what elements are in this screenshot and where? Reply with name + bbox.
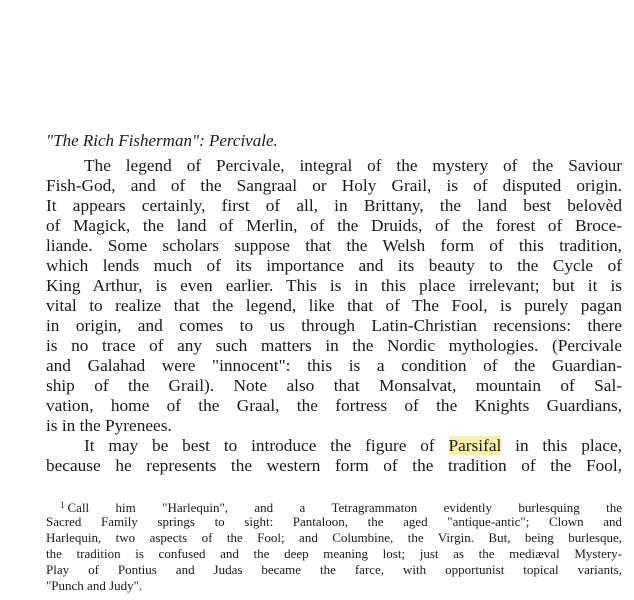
section-heading: "The Rich Fisherman": Percivale. (46, 131, 278, 150)
paragraph-line: which lends much of its importance and its beauty to the Cycle of (46, 256, 622, 275)
paragraph-line: The legend of Percivale, integral of the mystery of the Saviour (84, 156, 622, 175)
footnote-text: Call him "Harlequin", and a Tetragrammaton evidently burlesquing the (67, 500, 622, 515)
paragraph-line: vital to realize that the legend, like that of The Fool, is purely pagan (46, 296, 622, 315)
text-span: It may be best to introduce the figure of (84, 436, 449, 455)
footnote-marker: 1 (60, 500, 65, 510)
highlighted-word[interactable]: Parsifal (448, 436, 502, 455)
footnote-line: Sacred Family springs to sight: Pantaloon, the aged "antique-antic"; Clown and (46, 514, 622, 529)
footnote-line: Harlequin, two aspects of the Fool; and Columbine, the Virgin. But, being burlesque, (46, 530, 622, 545)
paragraph-line: It appears certainly, first of all, in Brittany, the land best belovèd (46, 196, 622, 215)
paragraph-line (84, 436, 622, 456)
text-span: in this place, (501, 436, 622, 455)
paragraph-line: in origin, and comes to us through Latin-Christian recensions: there (46, 316, 622, 335)
footnote-line: Play of Pontius and Judas became the farce, with opportunist topical variants, (46, 562, 622, 577)
paragraph-line: liande. Some scholars suppose that the Welsh form of this tradition, (46, 236, 622, 255)
paragraph-line: of Magick, the land of Merlin, of the Druids, of the forest of Broce- (46, 216, 622, 235)
paragraph-line: Fish-God, and of the Sangraal or Holy Grail, is of disputed origin. (46, 176, 622, 195)
paragraph-line: and Galahad were "innocent": this is a condition of the Guardian- (46, 356, 622, 375)
paragraph-line: King Arthur, is even earlier. This is in this place irrelevant; but it is (46, 276, 622, 295)
paragraph-line: vation, home of the Graal, the fortress of the Knights Guardians, (46, 396, 622, 415)
footnote-line: "Punch and Judy". (46, 578, 143, 593)
paragraph-line: is in the Pyrenees. (46, 416, 172, 435)
paragraph-line: ship of the Grail). Note also that Monsalvat, mountain of Sal- (46, 376, 622, 395)
paragraph-line: is no trace of any such matters in the Nordic mythologies. (Percivale (46, 336, 622, 355)
paragraph-line: because he represents the western form of the tradition of the Fool, (46, 456, 622, 475)
footnote-line: the tradition is confused and the deep meaning lost; just as the mediæval Mystery- (46, 546, 622, 561)
footnote-line (60, 498, 622, 515)
